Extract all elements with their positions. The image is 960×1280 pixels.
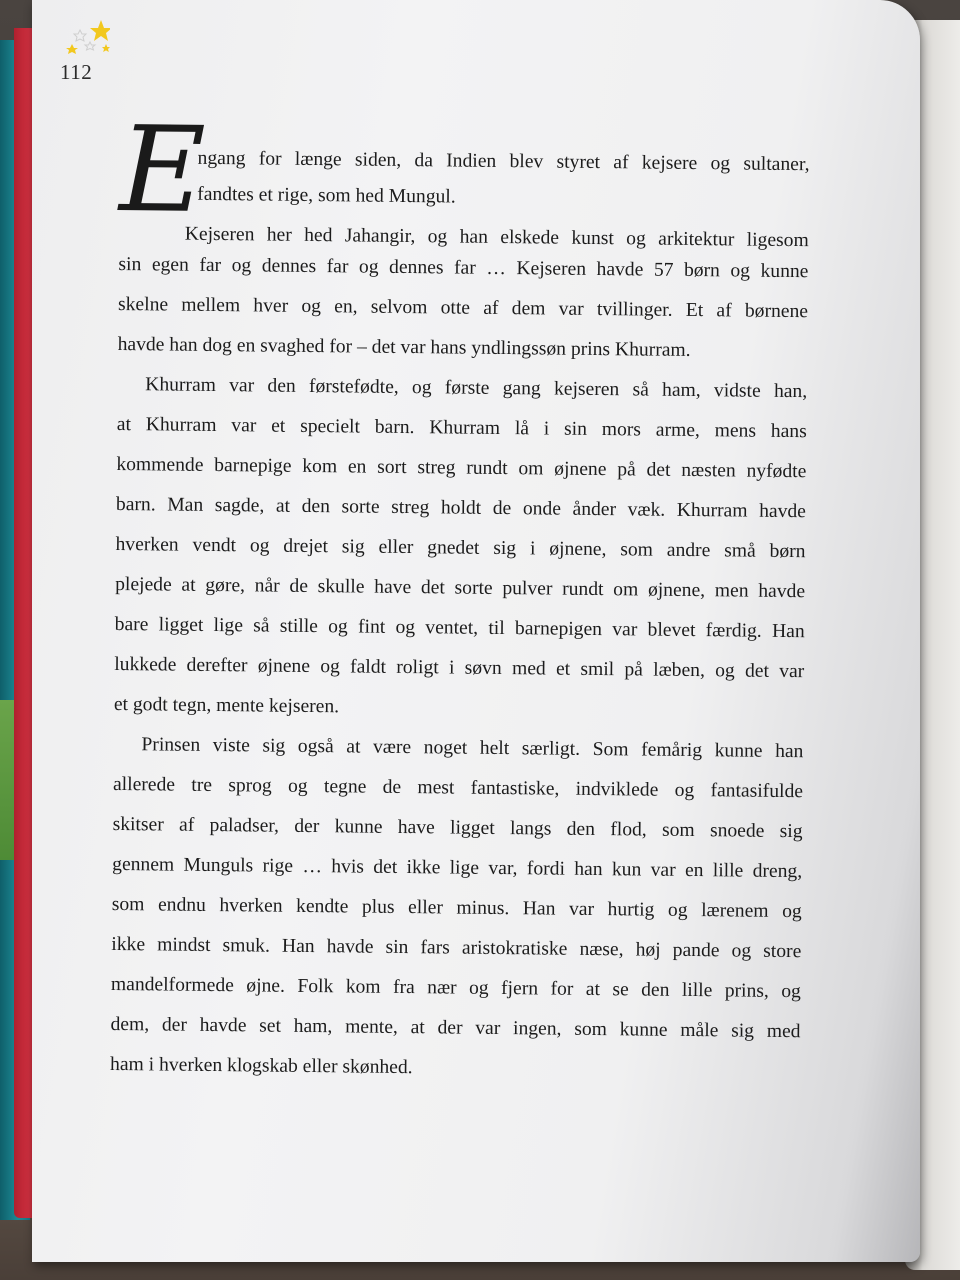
text-line: som endnu hverken kendte plus eller minus. Han var hurtig og lærenem og (111, 893, 802, 923)
text-line: ngang for længe siden, da Indien blev styret af kejsere og sultaner, (197, 147, 810, 176)
text-line: et godt tegn, mente kejseren. (113, 693, 340, 718)
page-number: 112 (60, 60, 93, 84)
text-line: gennem Munguls rige … hvis det ikke lige var, fordi han kun var en lille dreng, (112, 853, 803, 883)
text-line: sin egen far og dennes far og dennes far … Kejseren havde 57 børn og kunne (118, 253, 809, 283)
opening-lines (118, 100, 810, 252)
drop-cap: E (118, 100, 207, 239)
book-page (32, 0, 920, 1262)
text-line: skitser af paladser, der kunne have ligget langs den flod, som snoede sig (112, 813, 803, 843)
text-line: fandtes et rige, som hed Mungul. (197, 183, 456, 208)
text-line: Khurram var den førstefødte, og første gang kejseren så ham, vidste han, (145, 374, 808, 403)
text-line: at Khurram var et specielt barn. Khurram lå i sin mors arme, mens hans (116, 413, 807, 443)
text-line: plejede at gøre, når de skulle have det sorte pulver rundt om øjnene, men havde (115, 573, 806, 603)
text-line: barn. Man sagde, at den sorte streg holdt de onde ånder væk. Khurram havde (115, 493, 807, 523)
text-line: skelne mellem hver og en, selvom otte af dem var tvillinger. Et af børnene (117, 293, 809, 323)
text-line: havde han dog en svaghed for – det var hans yndlingssøn prins Khurram. (117, 333, 691, 361)
text-line: dem, der havde set ham, mente, at der var ingen, som kunne måle sig med (110, 1013, 801, 1043)
text-line: ham i hverken klogskab eller skønhed. (109, 1053, 413, 1079)
text-line: Prinsen viste sig også at være noget helt særligt. Som femårig kunne han (141, 734, 804, 763)
text-line: Kejseren her hed Jahangir, og han elskede kunst og arkitektur ligesom (184, 223, 809, 252)
stars-decoration-icon (50, 18, 110, 62)
text-line: ikke mindst smuk. Han havde sin fars aristokratiske næse, høj pande og store (111, 933, 802, 963)
body-text (109, 100, 810, 1092)
text-line: bare ligget lige så stille og fint og ventet, til barnepigen var blevet færdig. Han (114, 613, 805, 643)
text-line: lukkede derefter øjnene og faldt roligt i søvn med et smil på læben, og det var (114, 653, 805, 683)
text-line: mandelformede øjne. Folk kom fra nær og fjern for at se den lille prins, og (110, 973, 802, 1003)
text-line: kommende barnepige kom en sort streg rundt om øjnene på det næsten nyfødte (116, 453, 807, 483)
text-line: hverken vendt og drejet sig eller gnedet sig i øjnene, som andre små børn (115, 533, 806, 563)
text-line: allerede tre sprog og tegne de mest fantastiske, indviklede og fantasifulde (112, 773, 804, 803)
